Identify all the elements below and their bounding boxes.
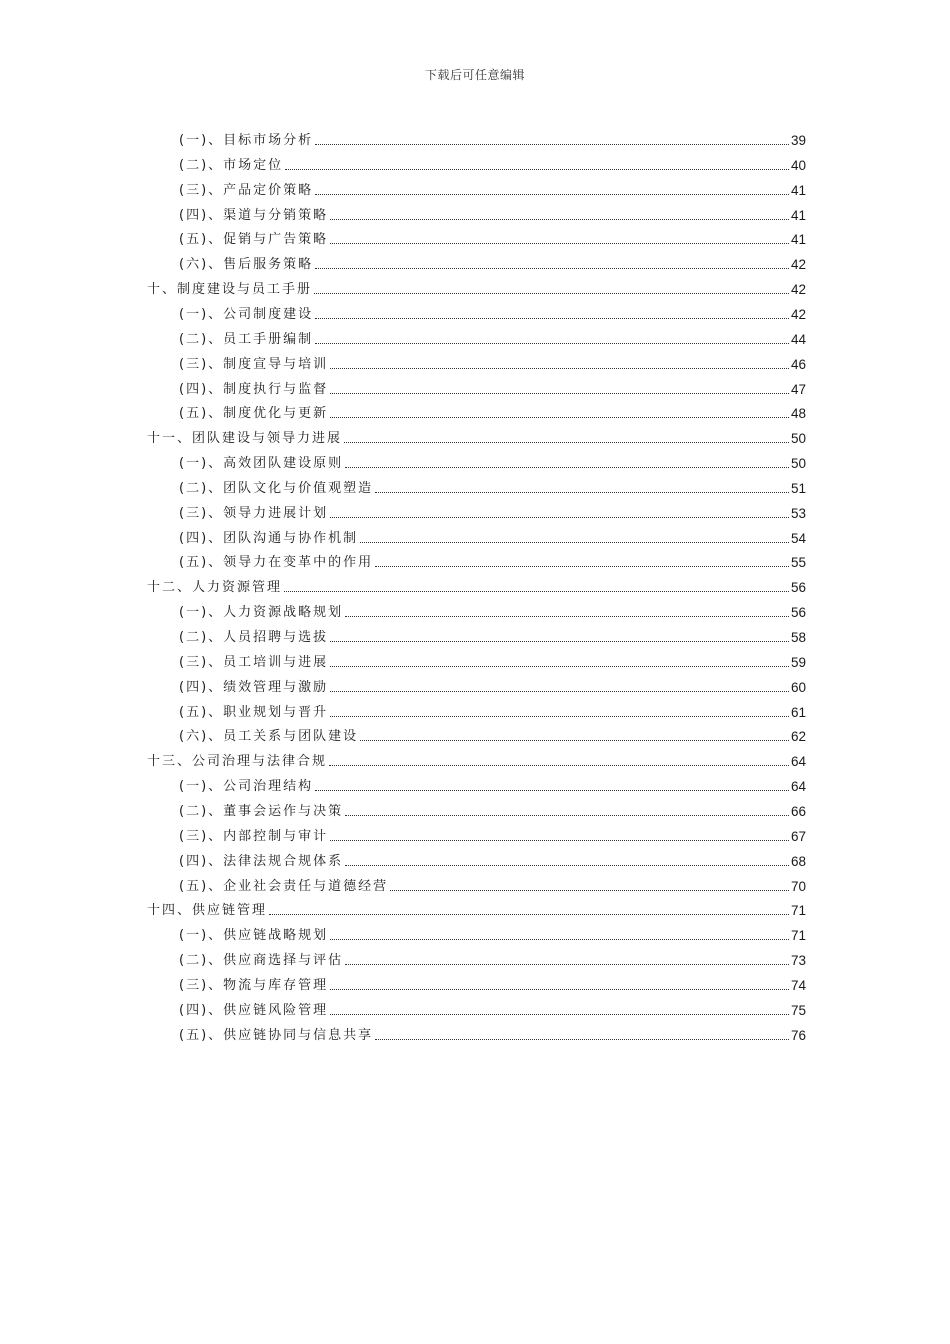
toc-dot-leader <box>375 491 789 493</box>
toc-entry-page-number: 64 <box>790 754 806 770</box>
toc-entry[interactable] <box>179 846 806 870</box>
toc-dot-leader <box>330 1013 789 1015</box>
toc-entry-page-number: 41 <box>790 182 806 198</box>
toc-entry-title: (五)、制度优化与更新 <box>179 406 329 422</box>
toc-entry-title: (四)、制度执行与监督 <box>179 381 329 397</box>
toc-dot-leader <box>375 1038 789 1040</box>
toc-dot-leader <box>345 466 789 468</box>
toc-entry-title: 十四、供应链管理 <box>147 903 268 919</box>
toc-entry-title: (三)、产品定价策略 <box>179 182 314 198</box>
toc-entry-title: (四)、供应链风险管理 <box>179 1002 329 1018</box>
toc-entry-page-number: 46 <box>790 356 806 372</box>
toc-entry-title: (三)、员工培训与进展 <box>179 654 329 670</box>
toc-entry-title: (二)、员工手册编制 <box>179 331 314 347</box>
toc-entry[interactable] <box>179 324 806 348</box>
toc-dot-leader <box>330 416 789 418</box>
toc-entry-title: (三)、物流与库存管理 <box>179 977 329 993</box>
toc-entry-title: (一)、人力资源战略规划 <box>179 605 344 621</box>
toc-entry-page-number: 44 <box>790 331 806 347</box>
toc-entry[interactable] <box>179 796 806 820</box>
toc-entry-page-number: 47 <box>790 381 806 397</box>
toc-entry-page-number: 56 <box>790 580 806 596</box>
toc-dot-leader <box>315 267 789 269</box>
toc-entry[interactable] <box>179 175 806 199</box>
toc-entry-title: (三)、领导力进展计划 <box>179 505 329 521</box>
toc-entry[interactable] <box>179 672 806 696</box>
toc-dot-leader <box>330 516 789 518</box>
toc-entry[interactable] <box>179 995 806 1019</box>
toc-entry-title: (四)、法律法规合规体系 <box>179 853 344 869</box>
toc-entry-title: 十三、公司治理与法律合规 <box>147 754 328 770</box>
toc-entry-page-number: 56 <box>790 605 806 621</box>
toc-entry[interactable] <box>147 274 806 298</box>
toc-dot-leader <box>315 342 789 344</box>
toc-entry-title: (三)、内部控制与审计 <box>179 828 329 844</box>
toc-entry-page-number: 75 <box>790 1002 806 1018</box>
toc-entry[interactable] <box>147 895 806 919</box>
toc-dot-leader <box>330 665 789 667</box>
toc-entry-page-number: 54 <box>790 530 806 546</box>
toc-dot-leader <box>330 715 789 717</box>
toc-entry-title: (五)、企业社会责任与道德经营 <box>179 878 389 894</box>
toc-dot-leader <box>345 814 789 816</box>
toc-entry[interactable] <box>179 299 806 323</box>
toc-dot-leader <box>330 392 789 394</box>
toc-entry-title: (六)、售后服务策略 <box>179 257 314 273</box>
toc-entry-page-number: 48 <box>790 406 806 422</box>
toc-entry-page-number: 62 <box>790 729 806 745</box>
toc-entry-title: (五)、供应链协同与信息共享 <box>179 1027 374 1043</box>
toc-entry-title: 十一、团队建设与领导力进展 <box>147 431 343 447</box>
toc-dot-leader <box>330 839 789 841</box>
toc-entry[interactable] <box>179 448 806 472</box>
toc-entry-title: (二)、市场定位 <box>179 157 284 173</box>
toc-dot-leader <box>330 640 789 642</box>
toc-entry-page-number: 51 <box>790 480 806 496</box>
toc-entry[interactable] <box>179 473 806 497</box>
toc-dot-leader <box>315 789 789 791</box>
toc-dot-leader <box>315 317 789 319</box>
toc-entry-page-number: 41 <box>790 207 806 223</box>
toc-entry-title: (三)、制度宣导与培训 <box>179 356 329 372</box>
toc-entry[interactable] <box>179 498 806 522</box>
toc-dot-leader <box>329 764 789 766</box>
toc-entry[interactable] <box>179 622 806 646</box>
toc-entry-title: (二)、人员招聘与选拔 <box>179 630 329 645</box>
toc-entry[interactable] <box>179 945 806 969</box>
toc-entry-page-number: 40 <box>790 157 806 173</box>
toc-entry[interactable] <box>179 349 806 373</box>
toc-entry-page-number: 42 <box>790 257 806 273</box>
toc-dot-leader <box>344 441 789 443</box>
toc-entry-page-number: 39 <box>790 133 806 148</box>
toc-entry[interactable] <box>179 1020 806 1044</box>
toc-entry[interactable] <box>179 647 806 671</box>
toc-entry[interactable] <box>147 572 806 596</box>
toc-entry-page-number: 50 <box>790 431 806 447</box>
toc-dot-leader <box>284 590 789 592</box>
toc-dot-leader <box>345 963 789 965</box>
toc-entry-title: (六)、员工关系与团队建设 <box>179 729 359 745</box>
toc-entry[interactable] <box>179 398 806 422</box>
toc-dot-leader <box>330 218 789 220</box>
page-header: 下载后可任意编辑 <box>424 68 525 82</box>
toc-entry-page-number: 67 <box>790 828 806 844</box>
toc-entry[interactable] <box>179 597 806 621</box>
toc-dot-leader <box>360 739 789 741</box>
toc-entry-page-number: 41 <box>790 232 806 248</box>
toc-dot-leader <box>314 292 789 294</box>
toc-entry-page-number: 76 <box>790 1027 806 1043</box>
toc-entry-title: (二)、团队文化与价值观塑造 <box>179 480 374 496</box>
toc-entry[interactable] <box>179 771 806 795</box>
toc-dot-leader <box>375 565 789 567</box>
toc-entry-title: (五)、促销与广告策略 <box>179 232 329 248</box>
toc-entry-title: (四)、绩效管理与激励 <box>179 679 329 695</box>
toc-entry-page-number: 55 <box>790 555 806 571</box>
toc-entry[interactable] <box>179 150 806 174</box>
toc-entry-title: (四)、团队沟通与协作机制 <box>179 530 359 546</box>
toc-dot-leader <box>360 541 789 543</box>
toc-entry[interactable] <box>179 821 806 845</box>
toc-dot-leader <box>269 913 789 915</box>
toc-entry[interactable] <box>179 697 806 721</box>
toc-dot-leader <box>285 168 789 170</box>
toc-entry-page-number: 68 <box>790 853 806 869</box>
toc-entry-page-number: 42 <box>790 306 806 322</box>
toc-entry[interactable] <box>147 746 806 770</box>
toc-entry-title: (五)、领导力在变革中的作用 <box>179 555 374 571</box>
toc-entry-title: (一)、供应链战略规划 <box>179 928 329 944</box>
toc-entry-page-number: 74 <box>790 977 806 993</box>
toc-dot-leader <box>315 193 789 195</box>
toc-entry-title: (二)、董事会运作与决策 <box>179 803 344 819</box>
toc-dot-leader <box>345 864 789 866</box>
toc-entry[interactable] <box>179 374 806 398</box>
toc-entry-page-number: 58 <box>790 630 806 645</box>
toc-dot-leader <box>330 367 789 369</box>
toc-entry-page-number: 61 <box>790 704 806 720</box>
toc-entry-page-number: 53 <box>790 505 806 521</box>
toc-entry-title: (一)、高效团队建设原则 <box>179 456 344 472</box>
toc-entry-page-number: 71 <box>790 903 806 919</box>
toc-entry-page-number: 70 <box>790 878 806 894</box>
toc-entry[interactable] <box>147 423 806 447</box>
toc-entry-title: (四)、渠道与分销策略 <box>179 207 329 223</box>
toc-entry[interactable] <box>179 721 806 745</box>
toc-entry-page-number: 42 <box>790 282 806 298</box>
toc-entry[interactable] <box>179 871 806 895</box>
toc-entry-page-number: 66 <box>790 803 806 819</box>
toc-entry-title: (五)、职业规划与晋升 <box>179 704 329 720</box>
toc-dot-leader <box>330 690 789 692</box>
toc-entry-page-number: 59 <box>790 654 806 670</box>
toc-entry-page-number: 71 <box>790 928 806 944</box>
toc-entry-title: 十二、人力资源管理 <box>147 580 283 596</box>
toc-entry[interactable] <box>179 200 806 224</box>
toc-entry-page-number: 50 <box>790 456 806 472</box>
toc-dot-leader <box>390 889 789 891</box>
toc-entry[interactable] <box>179 970 806 994</box>
toc-entry-title: 十、制度建设与员工手册 <box>147 282 313 298</box>
toc-entry-page-number: 60 <box>790 679 806 695</box>
toc-entry[interactable] <box>179 125 806 149</box>
toc-entry[interactable] <box>179 523 806 547</box>
toc-dot-leader <box>345 615 789 617</box>
toc-dot-leader <box>330 938 789 940</box>
toc-dot-leader <box>330 242 789 244</box>
toc-entry-title: (一)、目标市场分析 <box>179 133 314 148</box>
toc-entry-page-number: 64 <box>790 779 806 795</box>
toc-dot-leader <box>315 143 789 145</box>
toc-entry-title: (一)、公司治理结构 <box>179 779 314 795</box>
toc-dot-leader <box>330 988 789 990</box>
toc-entry-page-number: 73 <box>790 953 806 969</box>
toc-entry-title: (一)、公司制度建设 <box>179 306 314 322</box>
toc-entry[interactable] <box>179 547 806 571</box>
toc-entry[interactable] <box>179 920 806 944</box>
toc-entry[interactable] <box>179 249 806 273</box>
toc-entry[interactable] <box>179 224 806 248</box>
toc-entry-title: (二)、供应商选择与评估 <box>179 953 344 969</box>
